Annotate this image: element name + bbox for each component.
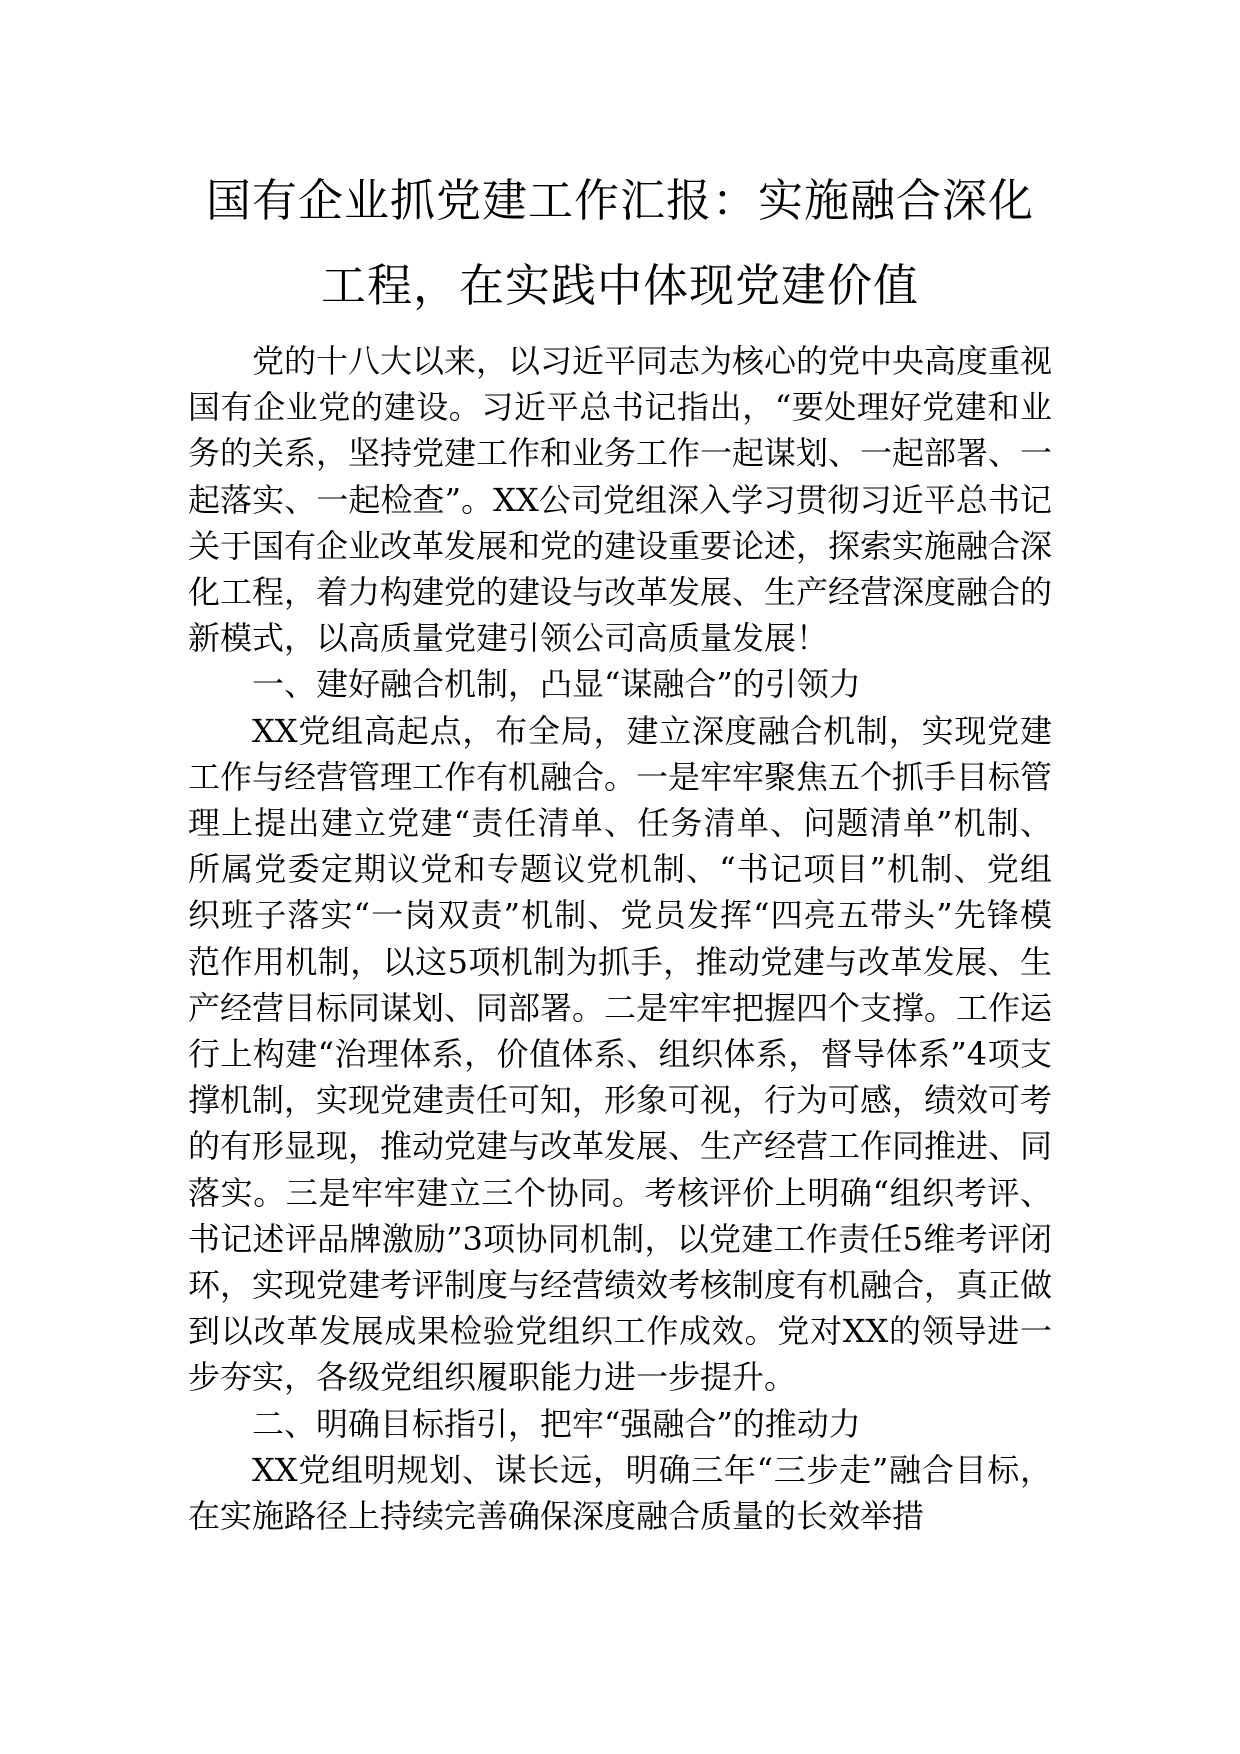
section-1-paragraph: XX党组高起点，布全局，建立深度融合机制，实现党建工作与经营管理工作有机融合。一是牢牢聚焦五个抓手目标管理上提出建立党建“责任清单、任务清单、问题清单”机制、所属党委定期议党和专题议党机制、“书记项目”机制、党组织班子落实“一岗双责”机制、党员发挥“四亮五带头”先锋模范作用机制，以这5项机制为抓手，推动党建与改革发展、生产经营目标同谋划、同部署。二是牢牢把握四个支撑。工作运行上构建“治理体系，价值体系、组织体系，督导体系”4项支撑机制，实现党建责任可知，形象可视，行为可感，绩效可考的有形显现，推动党建与改革发展、生产经营工作同推进、同落实。三是牢牢建立三个协同。考核评价上明确“组织考评、书记述评品牌激励”3项协同机制，以党建工作责任5维考评闭环，实现党建考评制度与经营绩效考核制度有机融合，真正做到以改革发展成果检验党组织工作成效。党对XX的领导进一步夯实，各级党组织履职能力进一步提升。 (188, 711, 1053, 1397)
document-body (188, 338, 1052, 1539)
section-heading-1: 一、建好融合机制，凸显“谋融合”的引领力 (252, 665, 861, 704)
document-title-line-2: 工程，在实践中体现党建价值 (320, 259, 919, 312)
section-heading-2: 二、明确目标指引，把牢“强融合”的推动力 (252, 1404, 861, 1443)
document-title-line-1: 国有企业抓党建工作汇报：实施融合深化 (205, 174, 1034, 227)
document-title (150, 158, 1090, 328)
section-2-paragraph: XX党组明规划、谋长远，明确三年“三步走”融合目标，在实施路径上持续完善确保深度融合质量的长效举措 (188, 1450, 1052, 1536)
intro-paragraph: 党的十八大以来，以习近平同志为核心的党中央高度重视国有企业党的建设。习近平总书记指出，“要处理好党建和业务的关系，坚持党建工作和业务工作一起谋划、一起部署、一起落实、一起检查”。XX公司党组深入学习贯彻习近平总书记关于国有企业改革发展和党的建设重要论述，探索实施融合深化工程，着力构建党的建设与改革发展、生产经营深度融合的新模式，以高质量党建引领公司高质量发展！ (188, 342, 1053, 658)
